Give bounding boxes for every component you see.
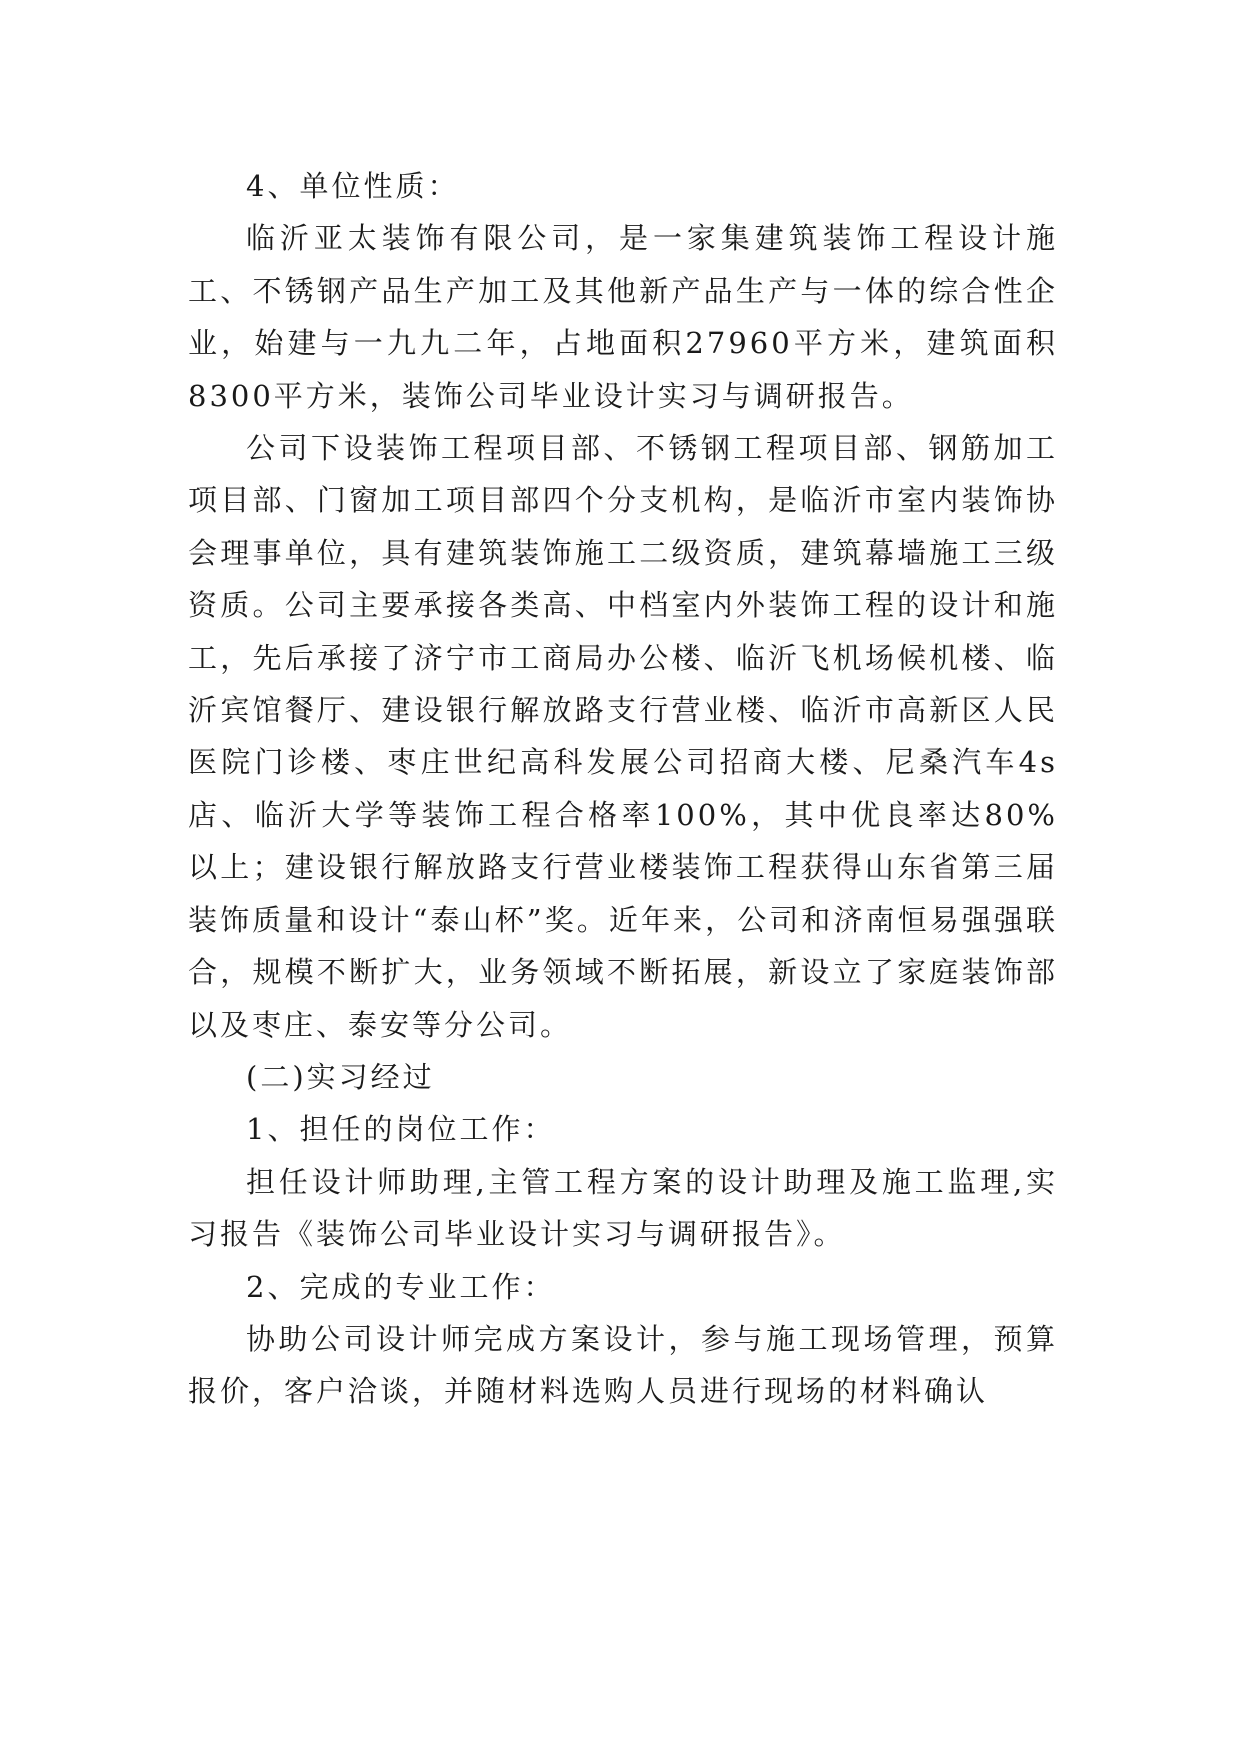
paragraph-company-intro: 临沂亚太装饰有限公司，是一家集建筑装饰工程设计施工、不锈钢产品生产加工及其他新产品生产与一体的综合性企业，始建与一九九二年，占地面积27960平方米，建筑面积8300平方米，装饰公司毕业设计实习与调研报告。 [188, 221, 1058, 413]
paragraph-work-desc: 协助公司设计师完成方案设计，参与施工现场管理，预算报价，客户洽谈，并随材料选购人员进行现场的材料确认 [188, 1321, 1058, 1409]
document-body [188, 160, 1058, 1418]
paragraph-company-branches: 公司下设装饰工程项目部、不锈钢工程项目部、钢筋加工项目部、门窗加工项目部四个分支机构，是临沂市室内装饰协会理事单位，具有建筑装饰施工二级资质，建筑幕墙施工三级资质。公司主要承接各类高、中档室内外装饰工程的设计和施工，先后承接了济宁市工商局办公楼、临沂飞机场候机楼、临沂宾馆餐厅、建设银行解放路支行营业楼、临沂市高新区人民医院门诊楼、枣庄世纪高科发展公司招商大楼、尼桑汽车4s店、临沂大学等装饰工程合格率100%，其中优良率达80%以上；建设银行解放路支行营业楼装饰工程获得山东省第三届装饰质量和设计“泰山杯”奖。近年来，公司和济南恒易强强联合，规模不断扩大，业务领域不断拓展，新设立了家庭装饰部以及枣庄、泰安等分公司。 [188, 431, 1058, 1042]
section-heading-unit-nature: 4、单位性质： [246, 169, 460, 203]
section-heading-internship-process: (二)实习经过 [246, 1059, 435, 1094]
section-heading-position: 1、担任的岗位工作： [246, 1112, 556, 1147]
section-heading-work-done: 2、完成的专业工作： [246, 1269, 556, 1304]
paragraph-position-desc: 担任设计师助理,主管工程方案的设计助理及施工监理,实习报告《装饰公司毕业设计实习与调研报告》。 [188, 1164, 1058, 1252]
